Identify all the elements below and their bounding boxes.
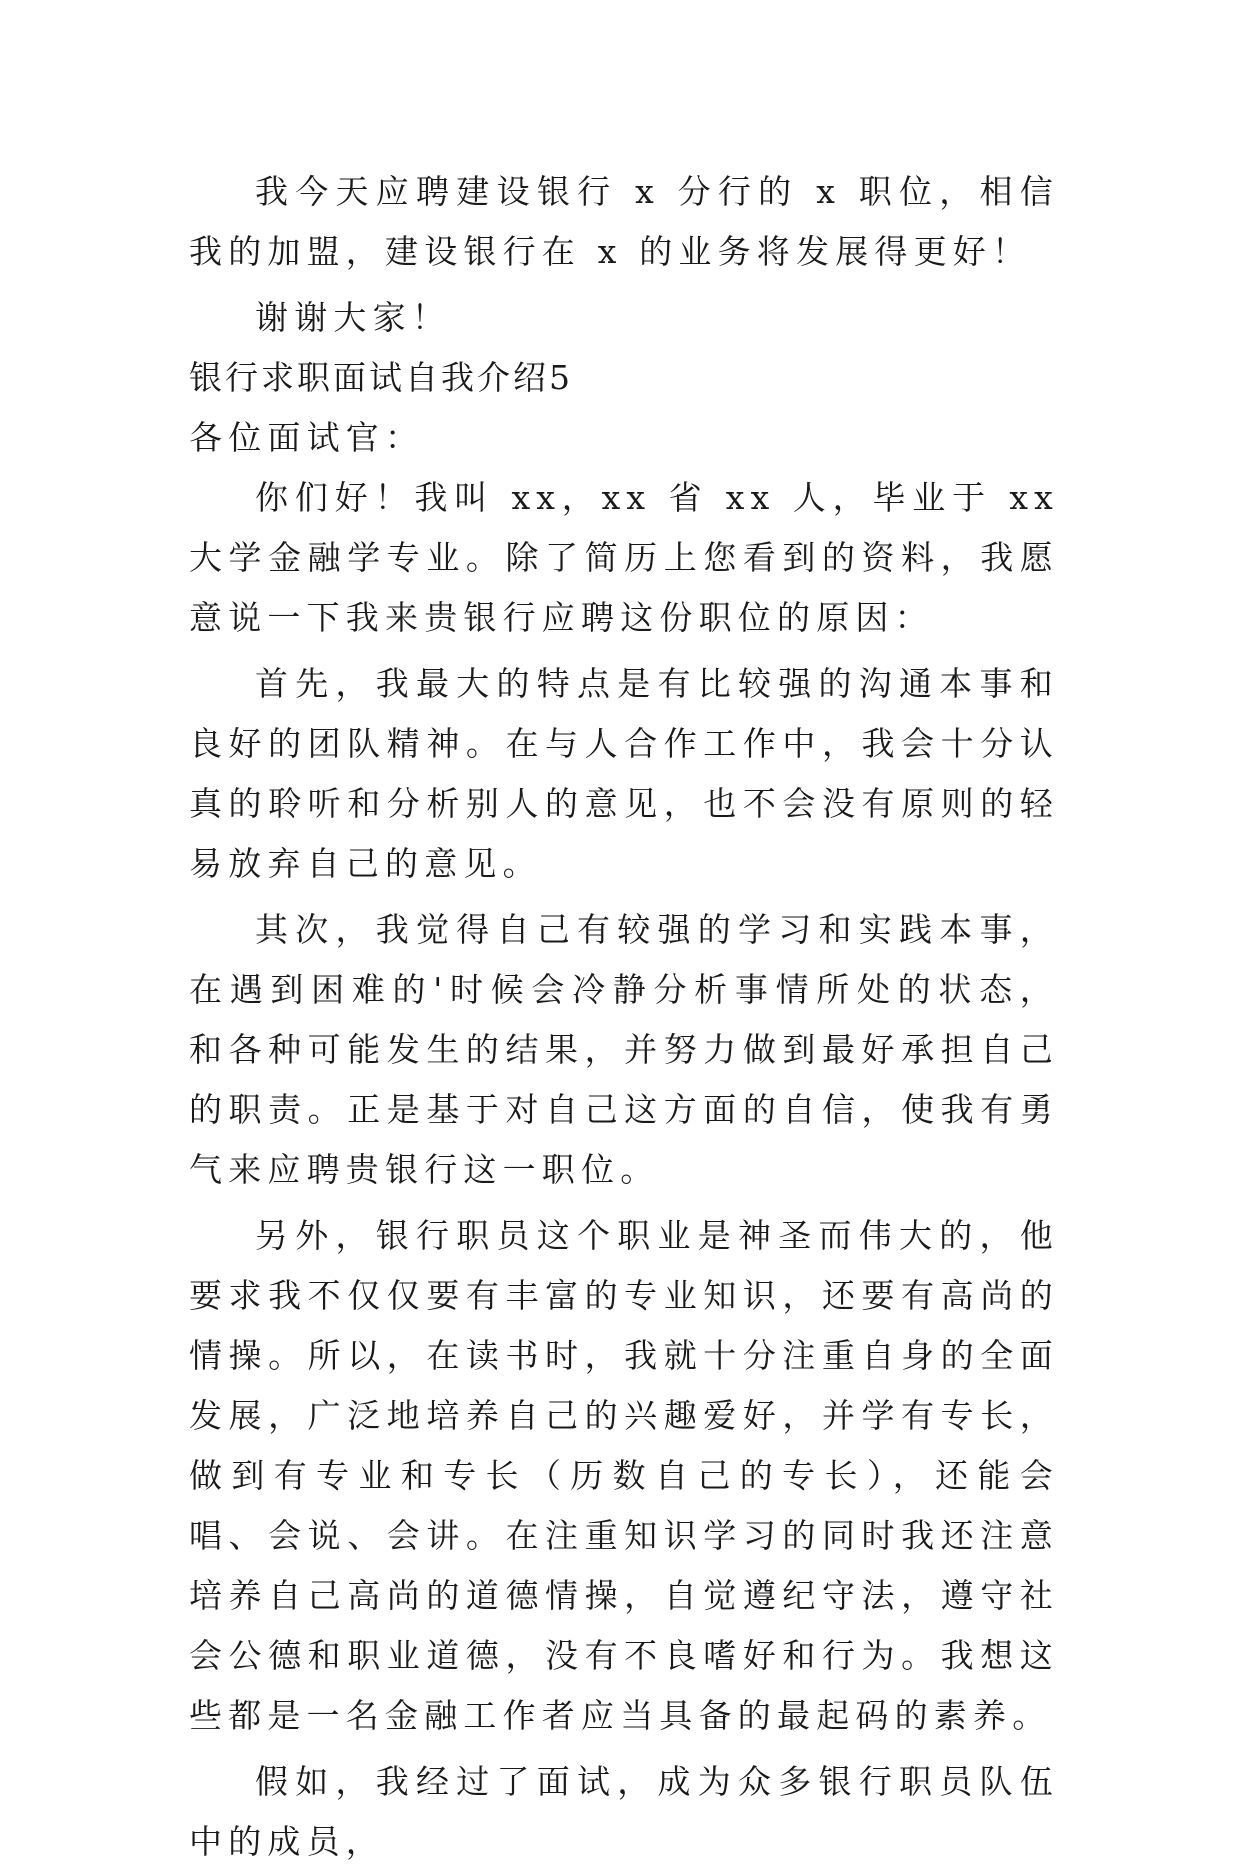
paragraph-thanks: 谢谢大家！ (255, 298, 451, 337)
paragraph-first-point: 首先，我最大的特点是有比较强的沟通本事和良好的团队精神。在与人合作工作中，我会十分认真的聆听和分析别人的意见，也不会没有原则的轻易放弃自己的意见。 (189, 664, 1059, 883)
document-body (189, 162, 1059, 1872)
paragraph-second-point: 其次，我觉得自己有较强的学习和实践本事，在遇到困难的'时候会冷静分析事情所处的状态，和各种可能发生的结果，并努力做到最好承担自己的职责。正是基于对自己这方面的自信，使我有勇气来应聘贵银行这一职位。 (189, 910, 1059, 1189)
paragraph-third-point: 另外，银行职员这个职业是神圣而伟大的，他要求我不仅仅要有丰富的专业知识，还要有高尚的情操。所以，在读书时，我就十分注重自身的全面发展，广泛地培养自己的兴趣爱好，并学有专长，做到有专业和专长（历数自己的专长），还能会唱、会说、会讲。在注重知识学习的同时我还注意培养自己高尚的道德情操，自觉遵纪守法，遵守社会公德和职业道德，没有不良嗜好和行为。我想这些都是一名金融工作者应当具备的最起码的素养。 (189, 1216, 1059, 1735)
salutation: 各位面试官： (189, 418, 425, 457)
paragraph-greeting: 你们好！我叫 xx，xx 省 xx 人，毕业于 xx 大学金融学专业。除了简历上您看到的资料，我愿意说一下我来贵银行应聘这份职位的原因： (189, 478, 1059, 637)
paragraph-conclusion: 假如，我经过了面试，成为众多银行职员队伍中的成员， (189, 1762, 1059, 1861)
section-heading: 银行求职面试自我介绍5 (189, 358, 573, 397)
paragraph-closing-statement: 我今天应聘建设银行 x 分行的 x 职位，相信我的加盟，建设银行在 x 的业务将发展得更好！ (189, 172, 1059, 271)
